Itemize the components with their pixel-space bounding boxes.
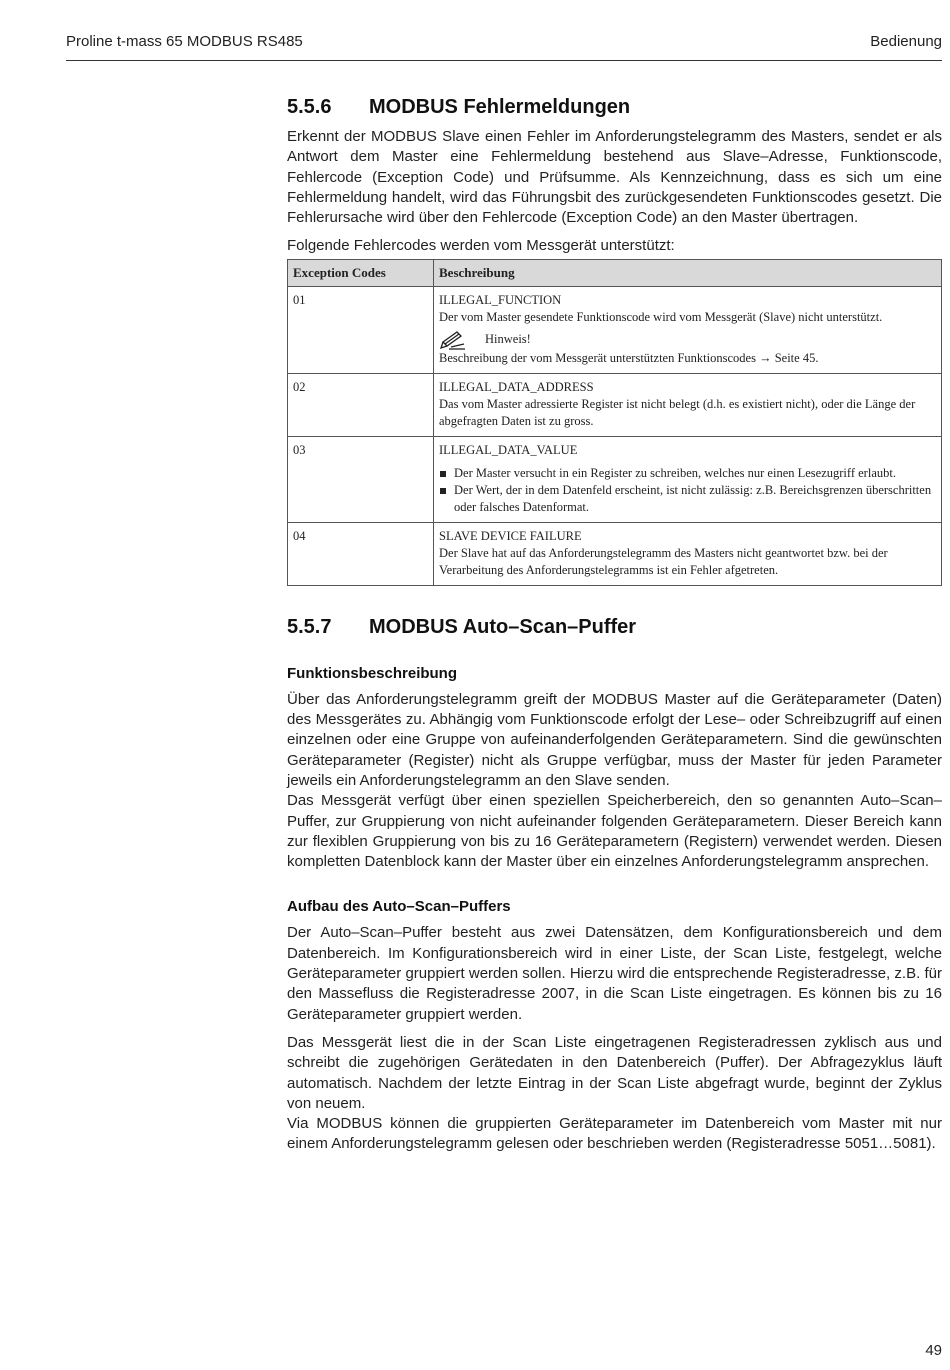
page-header: [66, 32, 942, 61]
section-heading-fehlermeldungen: [287, 96, 942, 119]
exception-code: 02: [288, 373, 434, 436]
header-document-title: Proline t-mass 65 MODBUS RS485: [66, 33, 303, 50]
structure-paragraph-1: Der Auto–Scan–Puffer besteht aus zwei Datensätzen, dem Konfigurationsbereich und dem Datenbereich. Im Konfigurationsbereich wird in einer Liste, der Scan Liste, festgelegt, welche Geräteparameter gruppiert werden sollen. Hierzu wird die entsprechende Registeradresse, z.B. für den Massefluss die Registeradresse 2007, in die Scan Liste eingetragen. Es können bis zu 16 Geräteparameter gruppiert werden.: [287, 924, 942, 1023]
exception-name: ILLEGAL_DATA_ADDRESS: [439, 379, 594, 394]
exception-name: ILLEGAL_DATA_VALUE: [439, 442, 578, 457]
table-row: [288, 436, 942, 522]
section-number: 5.5.6: [287, 96, 332, 118]
list-item: [439, 465, 936, 482]
bullet-square-icon: [440, 471, 446, 477]
function-paragraph-1: Über das Anforderungstelegramm greift der MODBUS Master auf die Geräteparameter (Daten) des Messgerätes zu. Abhängig vom Funktionscode erfolgt der Lese– oder Schreibzugriff auf einen einzelnen oder eine Gruppe von aufeinanderfolgenden Geräteparametern. Sind die gewünschten Geräteparameter (Register) nicht als Gruppe verfügbar, muss der Master für jeden Parameter jeweils ein Anforderungstelegramm an den Slave senden.: [287, 690, 942, 789]
structure-paragraph-2: Das Messgerät liest die in der Scan Liste eingetragenen Registeradressen zyklisch aus und schreibt die zugehörigen Gerätedaten in den Datenbereich (Puffer). Der Abfragezyklus läuft automatisch. Nachdem der letzte Eintrag in der Scan Liste abgefragt wurde, beginnt der Zyklus von neuem.: [287, 1033, 942, 1112]
exception-code: 01: [288, 286, 434, 373]
column-header-description: Beschreibung: [434, 259, 942, 286]
exception-text: Der Slave hat auf das Anforderungstelegramm des Masters nicht geantwortet bzw. bei der Verarbeitung des Anforderungstelegramms ist ein Fehler afgetreten.: [439, 545, 888, 577]
page-number: 49: [925, 1342, 942, 1359]
exception-name: ILLEGAL_FUNCTION: [439, 292, 562, 307]
table-row: [288, 373, 942, 436]
exception-description: [434, 373, 942, 436]
section-number: 5.5.7: [287, 615, 332, 638]
exception-description: [434, 286, 942, 373]
exception-text: Der vom Master gesendete Funktionscode wird vom Messgerät (Slave) nicht unterstützt.: [439, 309, 883, 324]
column-header-code: Exception Codes: [288, 259, 434, 286]
exception-code: 03: [288, 436, 434, 522]
note-line: [439, 330, 936, 350]
bullet-text: Der Wert, der in dem Datenfeld erscheint, ist nicht zulässig: z.B. Bereichsgrenzen überschritten oder falsches Datenformat.: [454, 482, 932, 514]
pencil-note-icon: [439, 330, 467, 350]
exception-text: Das vom Master adressierte Register ist nicht belegt (d.h. es existiert nicht), oder die Länge der abgefragten Daten ist zu gross.: [439, 396, 916, 428]
table-intro-paragraph: Folgende Fehlercodes werden vom Messgerät unterstützt:: [287, 237, 675, 255]
table-row: [288, 522, 942, 585]
exception-code: 04: [288, 522, 434, 585]
function-paragraph-2: Das Messgerät verfügt über einen speziellen Speicherbereich, den so genannten Auto–Scan–Puffer, zur Gruppierung von nicht aufeinander folgenden Geräteparametern. Dieser Bereich kann zur flexiblen Gruppierung von bis zu 16 Geräteparametern (Registern) verwendet werden. Diesen kompletten Datenblock kann der Master über ein einzelnes Anforderungstelegramm ansprechen.: [287, 792, 942, 871]
exception-description: [434, 522, 942, 585]
note-text: Beschreibung der vom Messgerät unterstützten Funktionscodes → Seite 45.: [439, 350, 819, 365]
subheading-aufbau: Aufbau des Auto–Scan–Puffers: [287, 898, 511, 916]
exception-codes-table: [287, 259, 942, 586]
main-content: [287, 96, 942, 1155]
header-chapter-title: Bedienung: [870, 33, 942, 50]
exception-description: [434, 436, 942, 522]
table-row: [288, 286, 942, 373]
section-heading-auto-scan: [287, 616, 942, 639]
intro-paragraph: Erkennt der MODBUS Slave einen Fehler im Anforderungstelegramm des Masters, sendet er als Antwort dem Master eine Fehlermeldung bestehend aus Slave–Adresse, Funktionscode, Fehlercode (Exception Code) und Prüfsumme. Als Kennzeichnung, dass es sich um eine Fehlermeldung handelt, wird das Führungsbit des zurückgesendeten Funktionscodes gesetzt. Die Fehlerursache wird über den Fehlercode (Exception Code) an den Master übertragen.: [287, 128, 942, 227]
note-label: Hinweis!: [485, 332, 531, 347]
bullet-square-icon: [440, 488, 446, 494]
section-title: MODBUS Auto–Scan–Puffer: [369, 615, 637, 638]
list-item: [439, 482, 936, 516]
section-title: MODBUS Fehlermeldungen: [369, 96, 631, 118]
bullet-text: Der Master versucht in ein Register zu schreiben, welches nur einen Lesezugriff erlaubt.: [454, 465, 896, 480]
table-header-row: [288, 259, 942, 286]
exception-name: SLAVE DEVICE FAILURE: [439, 528, 582, 543]
subheading-funktionsbeschreibung: Funktionsbeschreibung: [287, 664, 458, 682]
structure-paragraph-3: Via MODBUS können die gruppierten Geräteparameter im Datenbereich vom Master mit nur einem Anforderungstelegramm gelesen oder beschrieben werden (Registeradresse 5051…5081).: [287, 1115, 942, 1153]
bullet-list: [439, 465, 936, 516]
